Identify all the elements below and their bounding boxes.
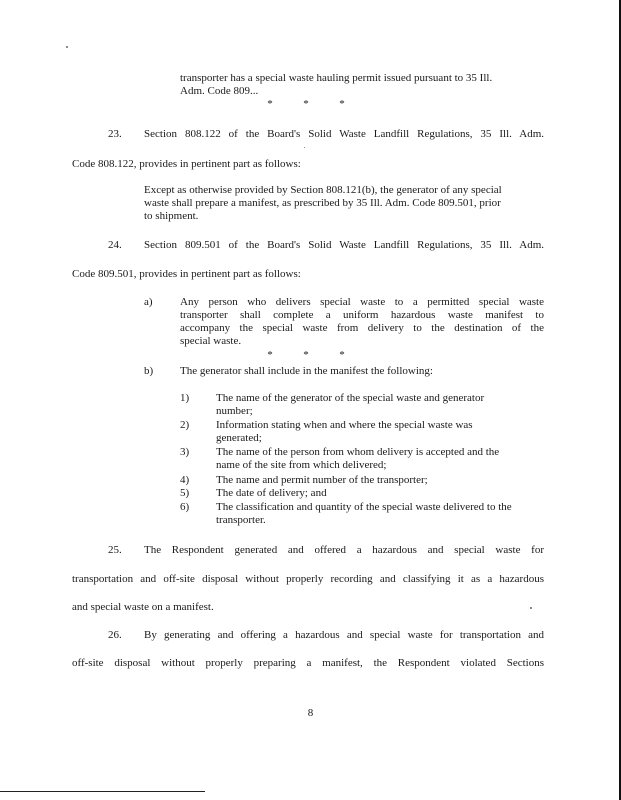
sub-item-line: The name of the person from whom delivery is accepted and the bbox=[216, 446, 500, 458]
list-label: b) bbox=[144, 365, 154, 377]
star: * bbox=[339, 98, 345, 110]
star: * bbox=[339, 349, 345, 361]
sub-item-text bbox=[216, 419, 544, 445]
paragraph-23-second-line: Code 808.122, provides in pertinent part as follows: bbox=[72, 158, 301, 170]
star: * bbox=[267, 349, 273, 361]
sub-item-line: The date of delivery; and bbox=[216, 487, 327, 499]
quote-line: Adm. Code 809... bbox=[180, 85, 259, 97]
paragraph-text: The Respondent generated and offered a hazardous and special waste for bbox=[144, 544, 544, 556]
block-quote-top bbox=[180, 72, 544, 98]
list-line: special waste. bbox=[180, 335, 242, 347]
sub-item-label: 5) bbox=[180, 487, 190, 499]
ellipsis-stars bbox=[252, 349, 360, 362]
paragraph-number: 26. bbox=[108, 629, 122, 641]
sub-item-line: Information stating when and where the special waste was bbox=[216, 419, 473, 431]
paragraph-text: Section 809.501 of the Board's Solid Waste Landfill Regulations, 35 Ill. Adm. bbox=[144, 239, 544, 251]
quote-line: Except as otherwise provided by Section 808.121(b), the generator of any special bbox=[144, 184, 502, 196]
paragraph-25-line-1 bbox=[72, 544, 544, 557]
block-quote-808-122 bbox=[144, 184, 544, 223]
sub-item-line: The classification and quantity of the special waste delivered to the bbox=[216, 501, 512, 513]
list-line: transporter shall complete a uniform hazardous waste manifest to bbox=[180, 309, 544, 321]
sub-item-label: 4) bbox=[180, 474, 190, 486]
list-text bbox=[180, 296, 544, 348]
scan-speck bbox=[66, 46, 68, 48]
list-line: accompany the special waste from delivery to the destination of the bbox=[180, 322, 544, 334]
paragraph-number: 23. bbox=[108, 128, 122, 140]
sub-item-line: The name and permit number of the transporter; bbox=[216, 474, 428, 486]
sub-item-line: The name of the generator of the special waste and generator bbox=[216, 392, 485, 404]
sub-item-label: 3) bbox=[180, 446, 190, 458]
sub-item-label: 2) bbox=[180, 419, 190, 431]
page-number: 8 bbox=[307, 707, 314, 719]
sub-item-line: name of the site from which delivered; bbox=[216, 459, 387, 471]
paragraph-number: 25. bbox=[108, 544, 122, 556]
list-line: Any person who delivers special waste to a permitted special waste bbox=[180, 296, 544, 308]
paragraph-text: Section 808.122 of the Board's Solid Waste Landfill Regulations, 35 Ill. Adm. bbox=[144, 128, 544, 140]
list-item-b bbox=[144, 365, 544, 379]
sub-item-text bbox=[216, 487, 544, 500]
star: * bbox=[267, 98, 273, 110]
paragraph-26-line-1 bbox=[72, 629, 544, 642]
sub-item-text bbox=[216, 446, 544, 472]
sub-item-text bbox=[216, 392, 544, 418]
sub-item-line: generated; bbox=[216, 432, 262, 444]
paragraph-23-first-line bbox=[72, 128, 544, 141]
quote-line: transporter has a special waste hauling permit issued pursuant to 35 Ill. bbox=[180, 72, 493, 84]
quote-line: waste shall prepare a manifest, as prescribed by 35 Ill. Adm. Code 809.501, prior bbox=[144, 197, 501, 209]
sub-item-line: number; bbox=[216, 405, 253, 417]
sub-item-text bbox=[216, 501, 544, 527]
paragraph-text: By generating and offering a hazardous and special waste for transportation and bbox=[144, 629, 544, 641]
footnote-rule bbox=[0, 791, 205, 792]
paragraph-24-second-line: Code 809.501, provides in pertinent part as follows: bbox=[72, 268, 301, 280]
quote-line: to shipment. bbox=[144, 210, 199, 222]
paragraph-24-first-line bbox=[72, 239, 544, 252]
paragraph-26-line-2: off-site disposal without properly preparing a manifest, the Respondent violated Sections bbox=[72, 657, 544, 669]
sub-item-label: 1) bbox=[180, 392, 190, 404]
paragraph-number: 24. bbox=[108, 239, 122, 251]
star: * bbox=[303, 98, 309, 110]
star: * bbox=[303, 349, 309, 361]
list-text: The generator shall include in the manifest the following: bbox=[180, 365, 433, 377]
sub-item-text bbox=[216, 474, 544, 487]
paragraph-25-line-2: transportation and off-site disposal without properly recording and classifying it as a hazardous bbox=[72, 573, 544, 585]
scan-speck bbox=[304, 147, 305, 148]
list-label: a) bbox=[144, 296, 153, 308]
ellipsis-stars bbox=[252, 98, 360, 111]
sub-item-line: transporter. bbox=[216, 514, 266, 526]
sub-item-label: 6) bbox=[180, 501, 190, 513]
list-item-a bbox=[144, 296, 544, 350]
paragraph-25-line-3: and special waste on a manifest. bbox=[72, 601, 214, 613]
